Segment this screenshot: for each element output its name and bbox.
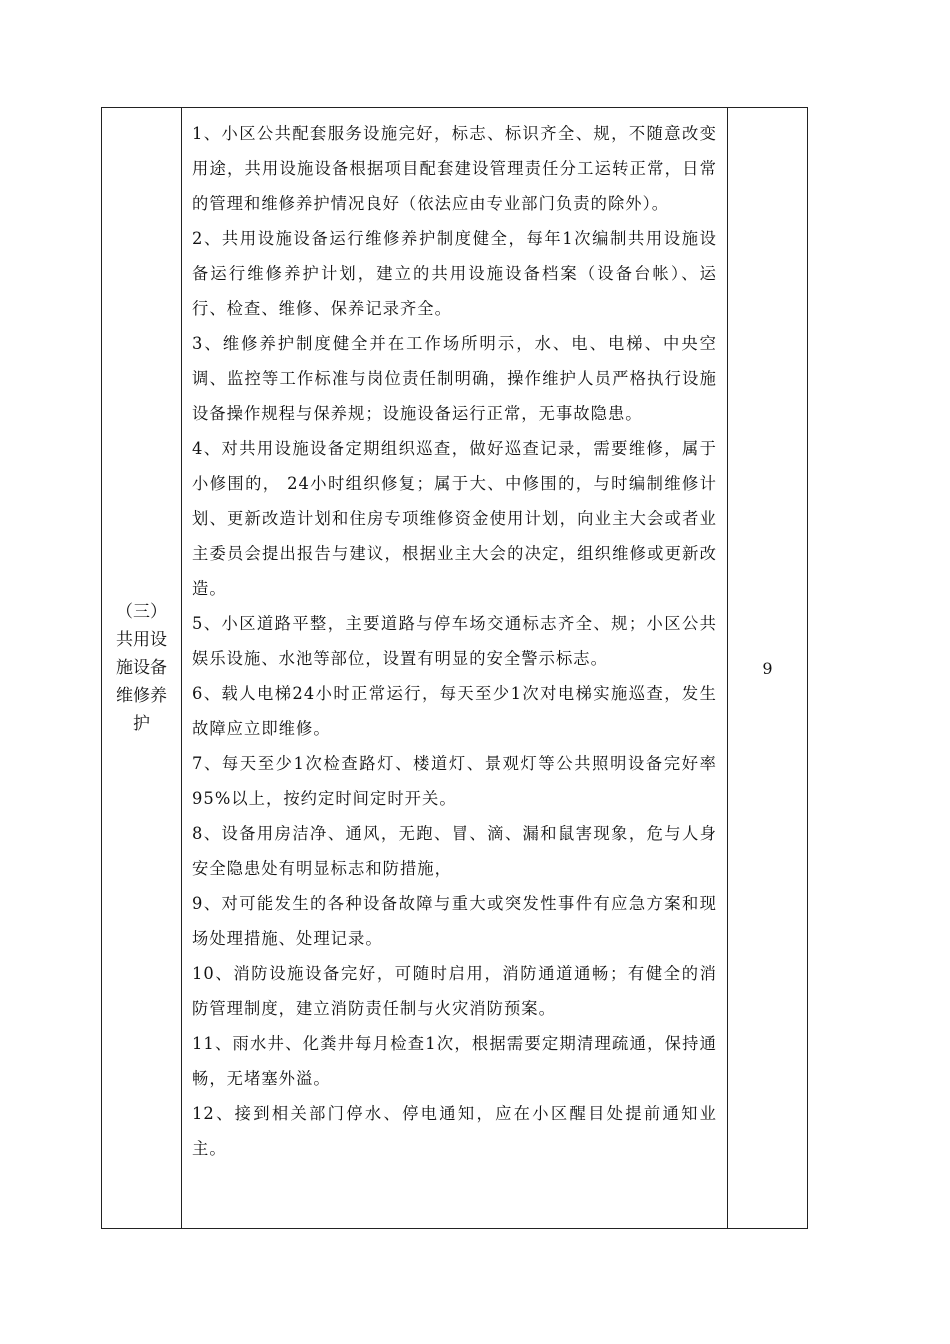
requirement-item: 2、共用设施设备运行维修养护制度健全，每年1次编制共用设施设备运行维修养护计划，建立的共用设施设备档案（设备台帐）、运行、检查、维修、保养记录齐全。 xyxy=(192,229,717,318)
section-number: （三） xyxy=(116,602,167,622)
requirements-cell xyxy=(182,108,728,1229)
standards-table xyxy=(101,107,808,1229)
score-cell: 9 xyxy=(728,108,808,1229)
requirement-item: 4、对共用设施设备定期组织巡查，做好巡查记录，需要维修，属于小修围的， 24小时组织修复；属于大、中修围的，与时编制维修计划、更新改造计划和住房专项维修资金使用计划，向业主大会或者业主委员会提出报告与建议，根据业主大会的决定，组织维修或更新改造。 xyxy=(192,439,717,598)
section-heading-cell xyxy=(102,108,182,1229)
requirement-item: 12、接到相关部门停水、停电通知，应在小区醒目处提前通知业主。 xyxy=(192,1104,717,1158)
requirement-item: 7、每天至少1次检查路灯、楼道灯、景观灯等公共照明设备完好率95%以上，按约定时间定时开关。 xyxy=(192,754,717,808)
table-row xyxy=(102,108,808,1229)
section-title-line: 护 xyxy=(133,714,150,734)
requirement-item: 3、维修养护制度健全并在工作场所明示，水、电、电梯、中央空调、监控等工作标准与岗位责任制明确，操作维护人员严格执行设施设备操作规程与保养规；设施设备运行正常，无事故隐患。 xyxy=(192,334,717,423)
requirement-item: 1、小区公共配套服务设施完好，标志、标识齐全、规，不随意改变用途，共用设施设备根据项目配套建设管理责任分工运转正常，日常的管理和维修养护情况良好（依法应由专业部门负责的除外）。 xyxy=(192,124,717,213)
requirement-item: 10、消防设施设备完好，可随时启用，消防通道通畅；有健全的消防管理制度，建立消防责任制与火灾消防预案。 xyxy=(192,964,717,1018)
requirement-item: 8、设备用房洁净、通风，无跑、冒、滴、漏和鼠害现象，危与人身安全隐患处有明显标志和防措施， xyxy=(192,824,717,878)
section-title-line: 共用设 xyxy=(116,630,167,650)
requirement-item: 9、对可能发生的各种设备故障与重大或突发性事件有应急方案和现场处理措施、处理记录。 xyxy=(192,894,717,948)
requirement-item: 6、载人电梯24小时正常运行，每天至少1次对电梯实施巡查，发生故障应立即维修。 xyxy=(192,684,717,738)
requirement-item: 5、小区道路平整，主要道路与停车场交通标志齐全、规；小区公共娱乐设施、水池等部位，设置有明显的安全警示标志。 xyxy=(192,614,717,668)
section-title-line: 维修养 xyxy=(116,686,167,706)
section-title-line: 施设备 xyxy=(116,658,167,678)
requirement-item: 11、雨水井、化粪井每月检查1次，根据需要定期清理疏通，保持通畅，无堵塞外溢。 xyxy=(192,1034,717,1088)
